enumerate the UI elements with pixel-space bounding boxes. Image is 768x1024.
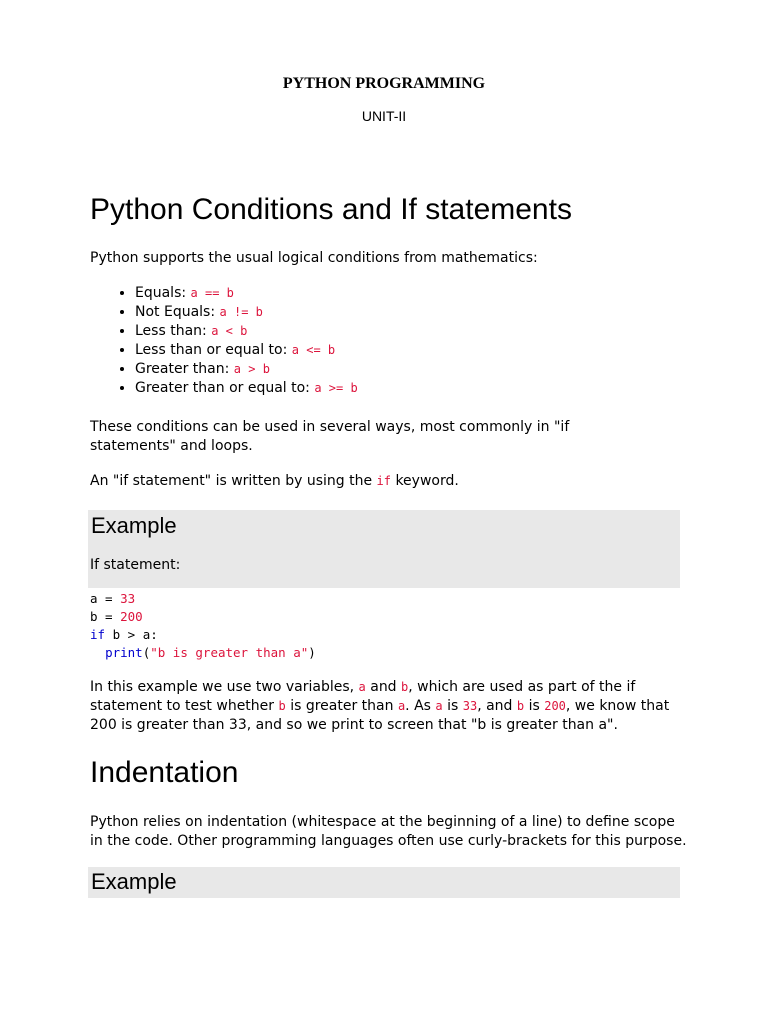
list-item: • Less than: a < b xyxy=(135,322,358,341)
example-heading: Example xyxy=(91,513,177,538)
inline-code: if xyxy=(376,474,391,488)
document-title: PYTHON PROGRAMMING xyxy=(282,75,486,92)
example-box xyxy=(88,510,680,588)
conditions-list xyxy=(90,284,358,398)
example-box-2 xyxy=(88,867,680,898)
inline-code: a <= b xyxy=(291,343,336,357)
explanation-paragraph: In this example we use two variables, a and b, which are used as part of the if statement to test whether b is greater than a. As a is 33, and b is 200, we know that 200 is greater than 33, and so we print to screen that "b is greater than a". xyxy=(90,679,670,733)
section-heading-indentation: Indentation xyxy=(90,756,239,789)
usage-paragraph: These conditions can be used in several ways, most commonly in "if statements" and loops. xyxy=(90,419,570,454)
list-item: • Not Equals: a != b xyxy=(135,303,358,322)
inline-code: a != b xyxy=(219,305,263,319)
unit-label: UNIT-II xyxy=(361,108,407,124)
if-keyword-paragraph: An "if statement" is written by using the if keyword. xyxy=(90,473,459,489)
inline-code: a >= b xyxy=(314,381,358,395)
inline-code: a < b xyxy=(211,324,248,338)
list-item: • Greater than: a > b xyxy=(135,360,358,379)
list-item: • Less than or equal to: a <= b xyxy=(135,341,358,360)
list-item: • Equals: a == b xyxy=(135,284,358,303)
section-heading-conditions: Python Conditions and If statements xyxy=(90,193,572,226)
intro-paragraph: Python supports the usual logical conditions from mathematics: xyxy=(90,250,538,266)
code-block: a = 33 b = 200 if b > a: print("b is greater than a") xyxy=(90,591,316,660)
example-subtitle: If statement: xyxy=(90,557,181,573)
indentation-paragraph: Python relies on indentation (whitespace at the beginning of a line) to define scope in the code. Other programming languages often use curly-brackets for this purpose. xyxy=(90,814,687,849)
list-item: • Greater than or equal to: a >= b xyxy=(135,379,358,398)
inline-code: a > b xyxy=(233,362,270,376)
example-heading-2: Example xyxy=(91,869,177,894)
inline-code: a == b xyxy=(190,286,234,300)
